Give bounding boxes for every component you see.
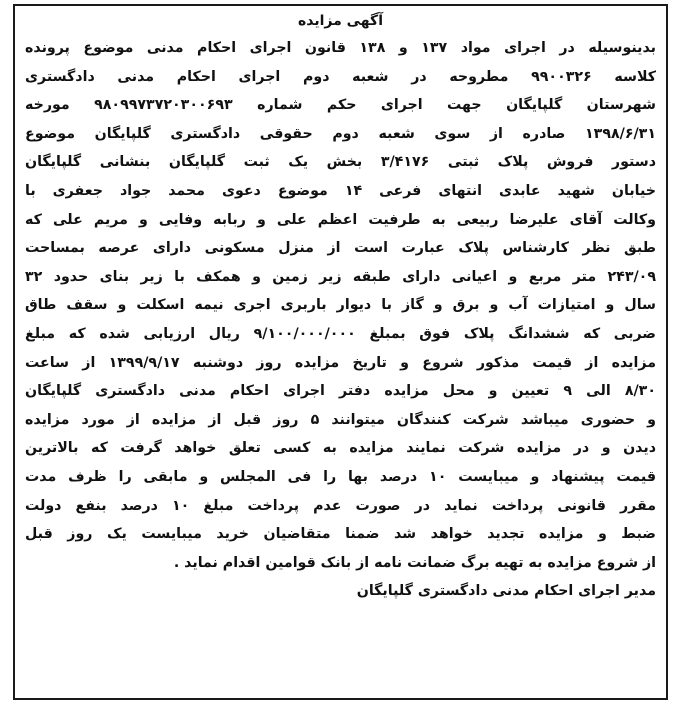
notice-line: از شروع مزایده به تهیه برگ ضمانت نامه از بانک قوامین اقدام نماید . bbox=[173, 554, 656, 571]
notice-line: ضربی که ششدانگ پلاک فوق بمبلغ ۹/۱۰۰/۰۰۰/۰۰۰ ریال ارزیابی شده که مبلغ bbox=[25, 325, 656, 342]
notice-signature: مدیر اجرای احکام مدنی دادگستری گلپایگان bbox=[356, 583, 656, 600]
notice-body bbox=[25, 34, 656, 577]
notice-line: کلاسه ۹۹۰۰۳۲۶ مطروحه در شعبه دوم اجرای احکام مدنی دادگستری bbox=[25, 68, 656, 85]
notice-line: مزایده از قیمت مذکور شروع و تاریخ مزایده روز دوشنبه ۱۳۹۹/۹/۱۷ از ساعت bbox=[25, 354, 656, 371]
notice-line: دستور فروش پلاک ثبتی ۳/۴۱۷۶ بخش یک ثبت گلپایگان بنشانی گلپایگان bbox=[25, 154, 656, 171]
notice-line: طبق نظر کارشناس پلاک عبارت است از منزل مسکونی دارای عرصه بمساحت bbox=[25, 240, 656, 257]
notice-line: بدینوسیله در اجرای مواد ۱۳۷ و ۱۳۸ قانون اجرای احکام مدنی موضوع پرونده bbox=[25, 40, 656, 56]
notice-line: شهرستان گلپایگان جهت اجرای حکم شماره ۹۸۰۹۹۷۳۷۲۰۳۰۰۶۹۳ مورخه bbox=[25, 97, 656, 114]
notice-line: وکالت آقای علیرضا ربیعی به طرفیت اعظم علی و ربابه وفایی و مریم علی که bbox=[25, 211, 656, 228]
notice-line: ضبط و مزایده تجدید خواهد شد ضمنا متقاضیان خرید میبایست یک روز قبل bbox=[25, 526, 656, 543]
notice-line: ۸/۳۰ الی ۹ تعیین و محل مزایده دفتر اجرای احکام مدنی دادگستری گلپایگان bbox=[25, 383, 656, 400]
notice-line: سال و امتیازات آب و برق و گاز با دیوار باربری اجری نیمه اسکلت و سقف طاق bbox=[25, 297, 656, 314]
notice-line: دیدن و در مزایده شرکت نمایند مزایده به کسی تعلق خواهد گرفت که بالاترین bbox=[25, 440, 656, 457]
notice-line: مقرر قانونی پرداخت نماید در صورت عدم پرداخت مبلغ ۱۰ درصد بنفع دولت bbox=[25, 497, 656, 514]
notice-line: خیابان شهید عابدی انتهای فرعی ۱۴ موضوع دعوی محمد جواد جعفری با bbox=[25, 182, 656, 199]
notice-line: ۱۳۹۸/۶/۳۱ صادره از سوی شعبه دوم حقوقی دادگستری گلپایگان موضوع bbox=[25, 125, 656, 142]
notice-title: آگهی مزایده bbox=[297, 13, 383, 29]
notice-line: ۲۴۳/۰۹ متر مربع و اعیانی دارای طبقه زیر زمین و همکف با زیر بنای حدود ۳۲ bbox=[25, 268, 656, 285]
notice-line: و حضوری میباشد شرکت کنندگان میتوانند ۵ روز قبل از مزایده از مورد مزایده bbox=[25, 411, 656, 428]
notice-line: قیمت پیشنهاد و میبایست ۱۰ درصد بها را فی المجلس و مابقی را ظرف مدت bbox=[25, 468, 656, 485]
notice-box bbox=[13, 4, 668, 700]
